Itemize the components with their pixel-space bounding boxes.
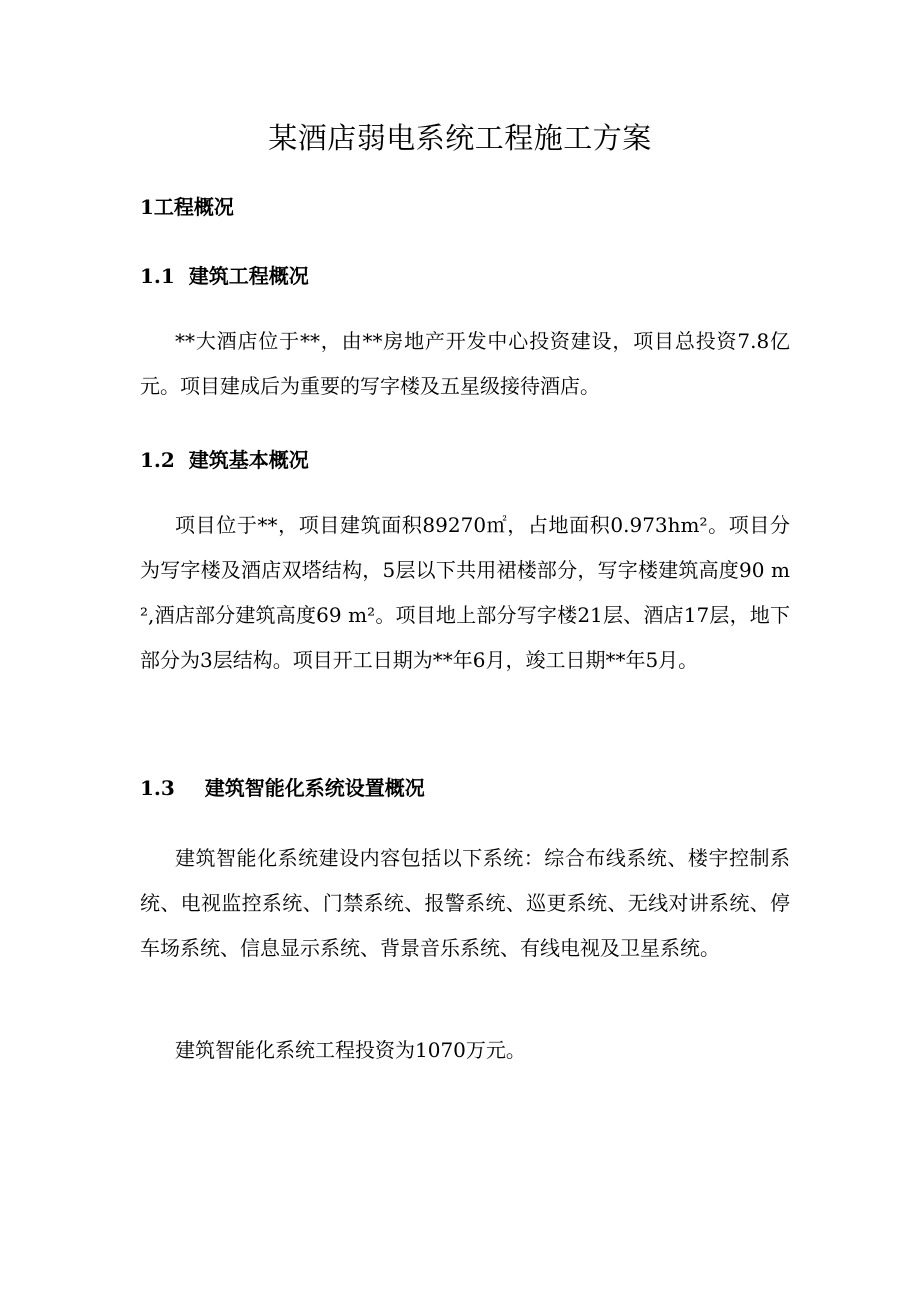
section-title: 工程概况	[153, 195, 234, 219]
section-title: 建筑工程概况	[188, 264, 309, 288]
paragraph-basic-overview: 项目位于**，项目建筑面积89270㎡，占地面积0.973hm²。项目分为写字楼及酒店双塔结构，5层以下共用裙楼部分，写字楼建筑高度90 m²,酒店部分建筑高度69 m²。项目地上部分写字楼21层、酒店17层，地下部分为3层结构。项目开工日期为**年6月，竣工日期**年5月。	[140, 513, 790, 672]
section-number: 1.1	[140, 264, 175, 288]
paragraph-investment: 建筑智能化系统工程投资为1070万元。	[175, 1038, 526, 1062]
section-title: 建筑智能化系统设置概况	[204, 776, 425, 800]
section-heading-1	[140, 193, 234, 221]
section-heading-1-3	[140, 774, 425, 802]
section-heading-1-2	[140, 446, 309, 474]
paragraph-building-overview: **大酒店位于**，由**房地产开发中心投资建设，项目总投资7.8亿元。项目建成后为重要的写字楼及五星级接待酒店。	[140, 329, 790, 398]
section-number: 1.3	[140, 776, 175, 800]
section-number: 1.2	[140, 448, 175, 472]
section-number: 1	[140, 195, 154, 219]
document-title: 某酒店弱电系统工程施工方案	[268, 121, 652, 155]
section-title: 建筑基本概况	[188, 448, 309, 472]
paragraph-intelligent-systems: 建筑智能化系统建设内容包括以下系统：综合布线系统、楼宇控制系统、电视监控系统、门禁系统、报警系统、巡更系统、无线对讲系统、停车场系统、信息显示系统、背景音乐系统、有线电视及卫星系统。	[140, 846, 790, 960]
section-heading-1-1	[140, 262, 309, 290]
